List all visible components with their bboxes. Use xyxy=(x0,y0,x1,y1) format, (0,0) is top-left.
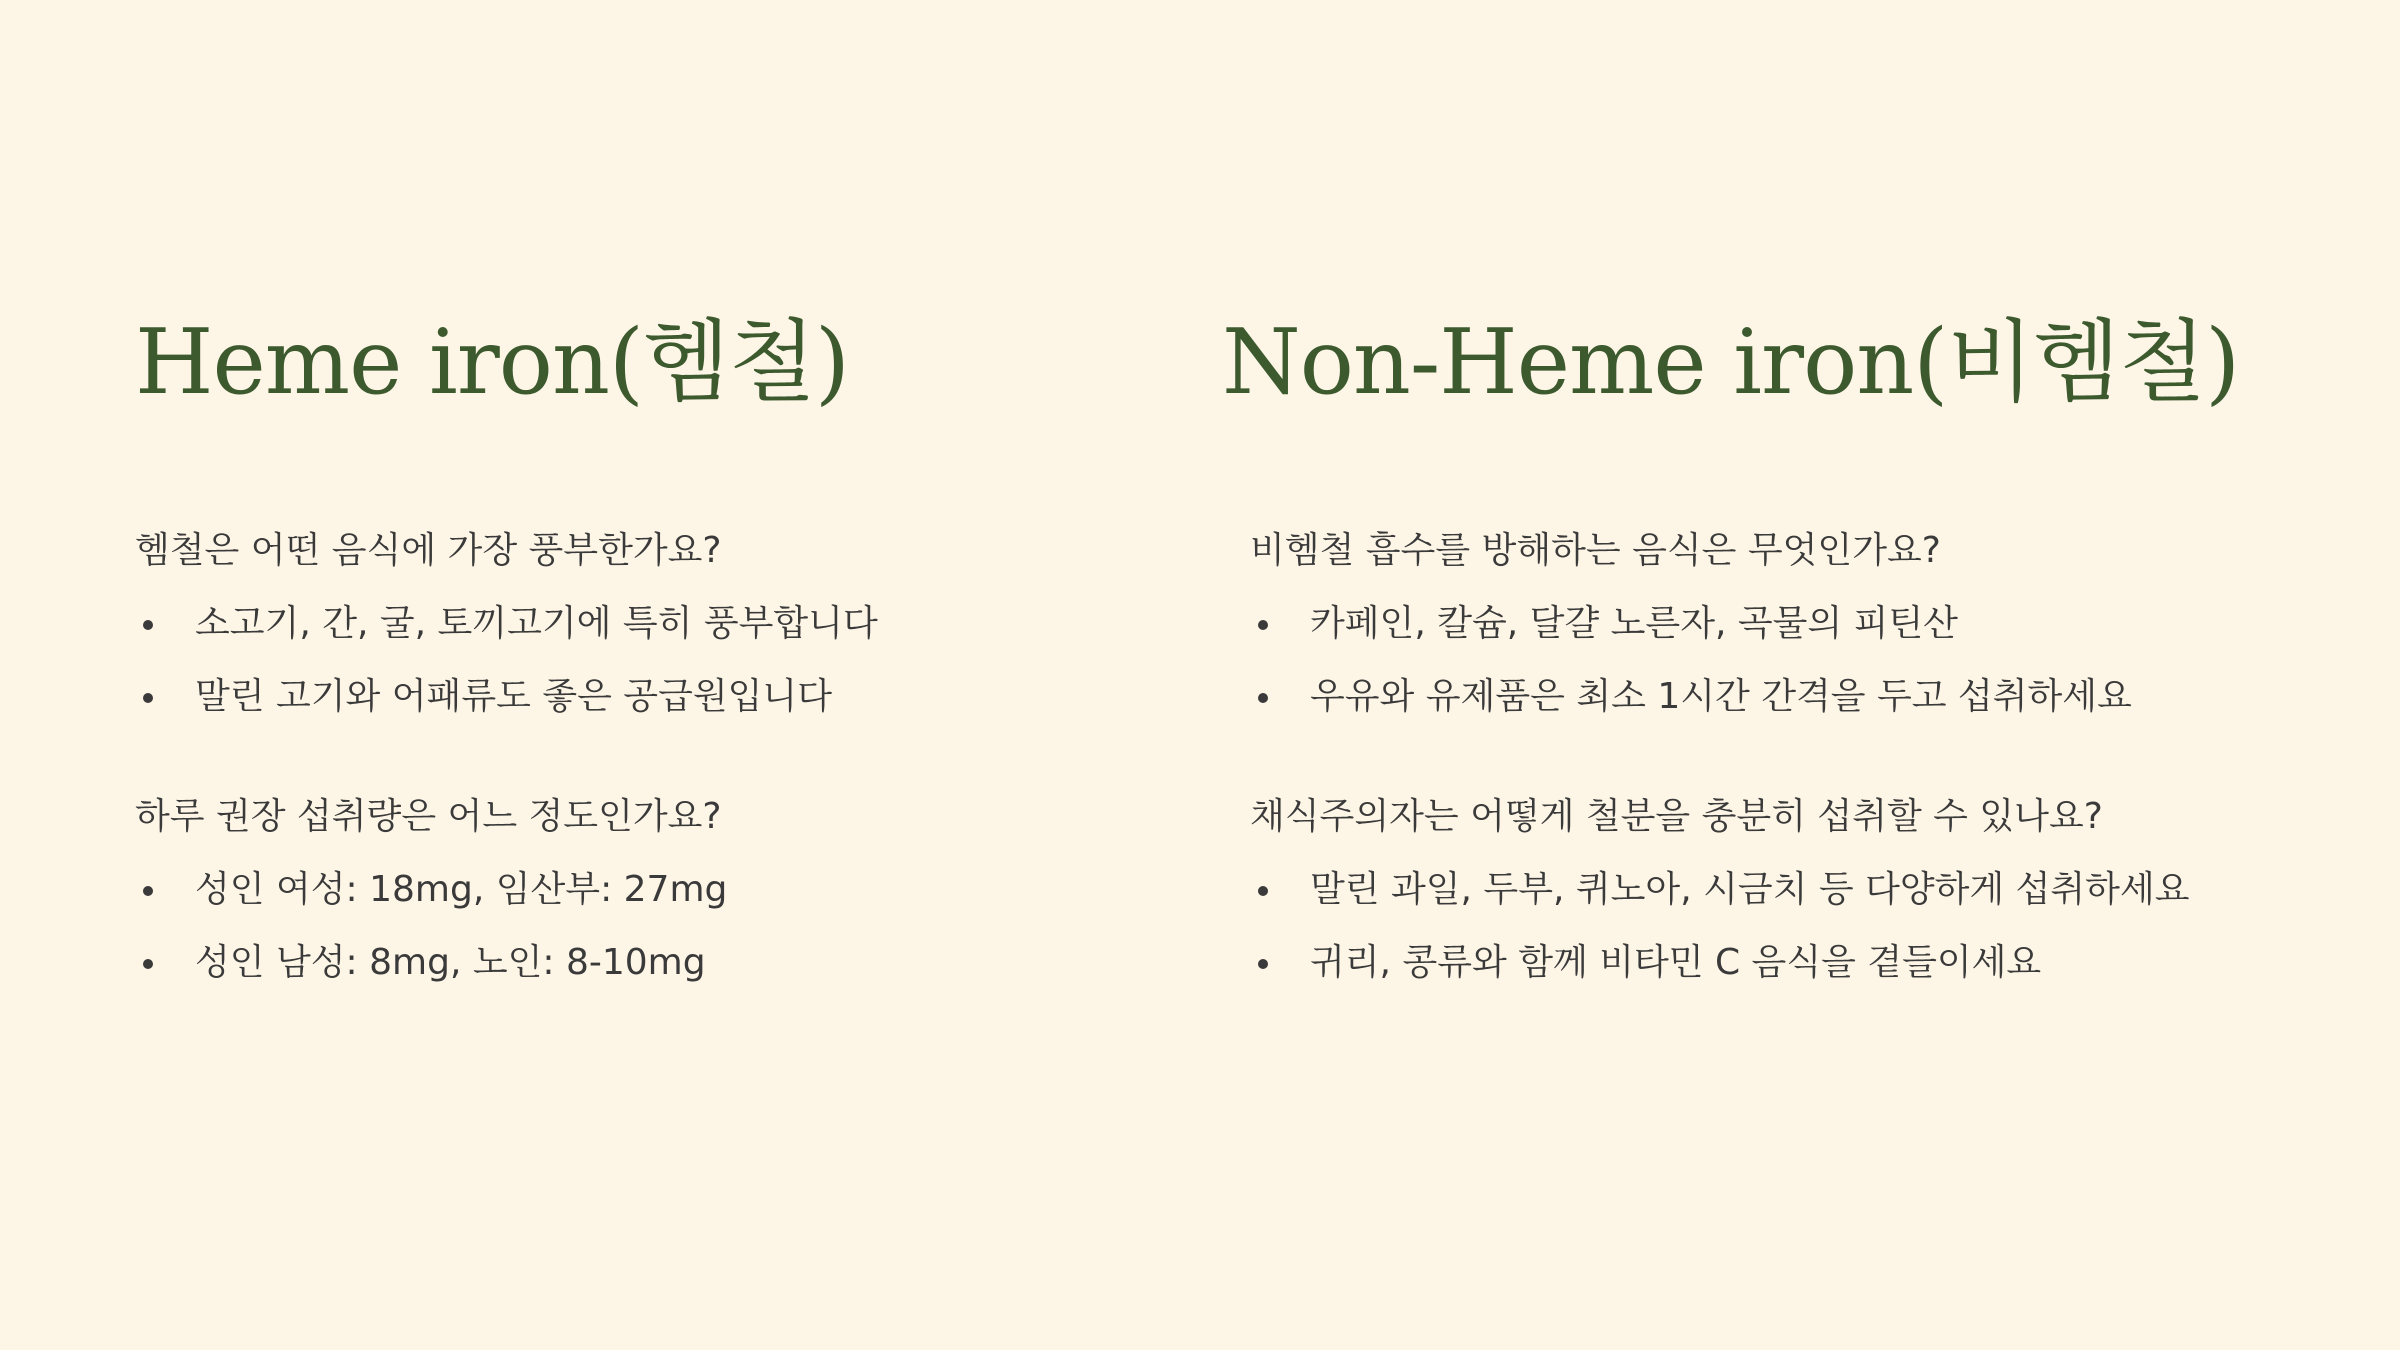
heme-question-2-block xyxy=(135,793,1185,841)
heme-answer-1-block xyxy=(135,600,1185,721)
list-item-text: 소고기, 간, 굴, 토끼고기에 특히 풍부합니다 xyxy=(195,603,878,644)
bullet-icon xyxy=(143,693,153,703)
list-item xyxy=(1250,866,2370,914)
list-item xyxy=(1250,600,2370,648)
bullet-icon xyxy=(1258,886,1268,896)
list-item-text: 성인 여성: 18mg, 임산부: 27mg xyxy=(195,869,728,910)
non-heme-iron-title: Non-Heme iron(비헴철) xyxy=(1222,310,2240,415)
list-item-text: 말린 과일, 두부, 퀴노아, 시금치 등 다양하게 섭취하세요 xyxy=(1310,869,2190,910)
heme-answer-2-block xyxy=(135,866,1185,987)
list-item-text: 우유와 유제품은 최소 1시간 간격을 두고 섭취하세요 xyxy=(1310,676,2132,717)
list-item-text: 귀리, 콩류와 함께 비타민 C 음식을 곁들이세요 xyxy=(1310,942,2042,983)
heme-question-1-block xyxy=(135,527,1185,575)
list-item xyxy=(135,600,1185,648)
heme-question-2: 하루 권장 섭취량은 어느 정도인가요? xyxy=(135,796,722,837)
bullet-icon xyxy=(143,620,153,630)
non-heme-question-2: 채식주의자는 어떻게 철분을 충분히 섭취할 수 있나요? xyxy=(1250,796,2103,837)
list-item-text: 카페인, 칼슘, 달걀 노른자, 곡물의 피틴산 xyxy=(1310,603,1958,644)
list-item xyxy=(1250,939,2370,987)
list-item-text: 성인 남성: 8mg, 노인: 8-10mg xyxy=(195,942,706,983)
bullet-icon xyxy=(143,959,153,969)
heme-iron-title: Heme iron(헴철) xyxy=(135,310,850,415)
list-item xyxy=(135,673,1185,721)
bullet-icon xyxy=(1258,620,1268,630)
list-item xyxy=(135,866,1185,914)
heme-answer-1-list xyxy=(135,600,1185,721)
heme-question-1: 헴철은 어떤 음식에 가장 풍부한가요? xyxy=(135,530,722,571)
list-item xyxy=(135,939,1185,987)
non-heme-question-1: 비헴철 흡수를 방해하는 음식은 무엇인가요? xyxy=(1250,530,1941,571)
non-heme-question-1-block xyxy=(1250,527,2370,575)
non-heme-answer-2-block xyxy=(1250,866,2370,987)
list-item xyxy=(1250,673,2370,721)
non-heme-answer-2-list xyxy=(1250,866,2370,987)
non-heme-answer-1-list xyxy=(1250,600,2370,721)
heme-answer-2-list xyxy=(135,866,1185,987)
non-heme-question-2-block xyxy=(1250,793,2370,841)
bullet-icon xyxy=(1258,693,1268,703)
non-heme-answer-1-block xyxy=(1250,600,2370,721)
bullet-icon xyxy=(1258,959,1268,969)
bullet-icon xyxy=(143,886,153,896)
list-item-text: 말린 고기와 어패류도 좋은 공급원입니다 xyxy=(195,676,832,717)
